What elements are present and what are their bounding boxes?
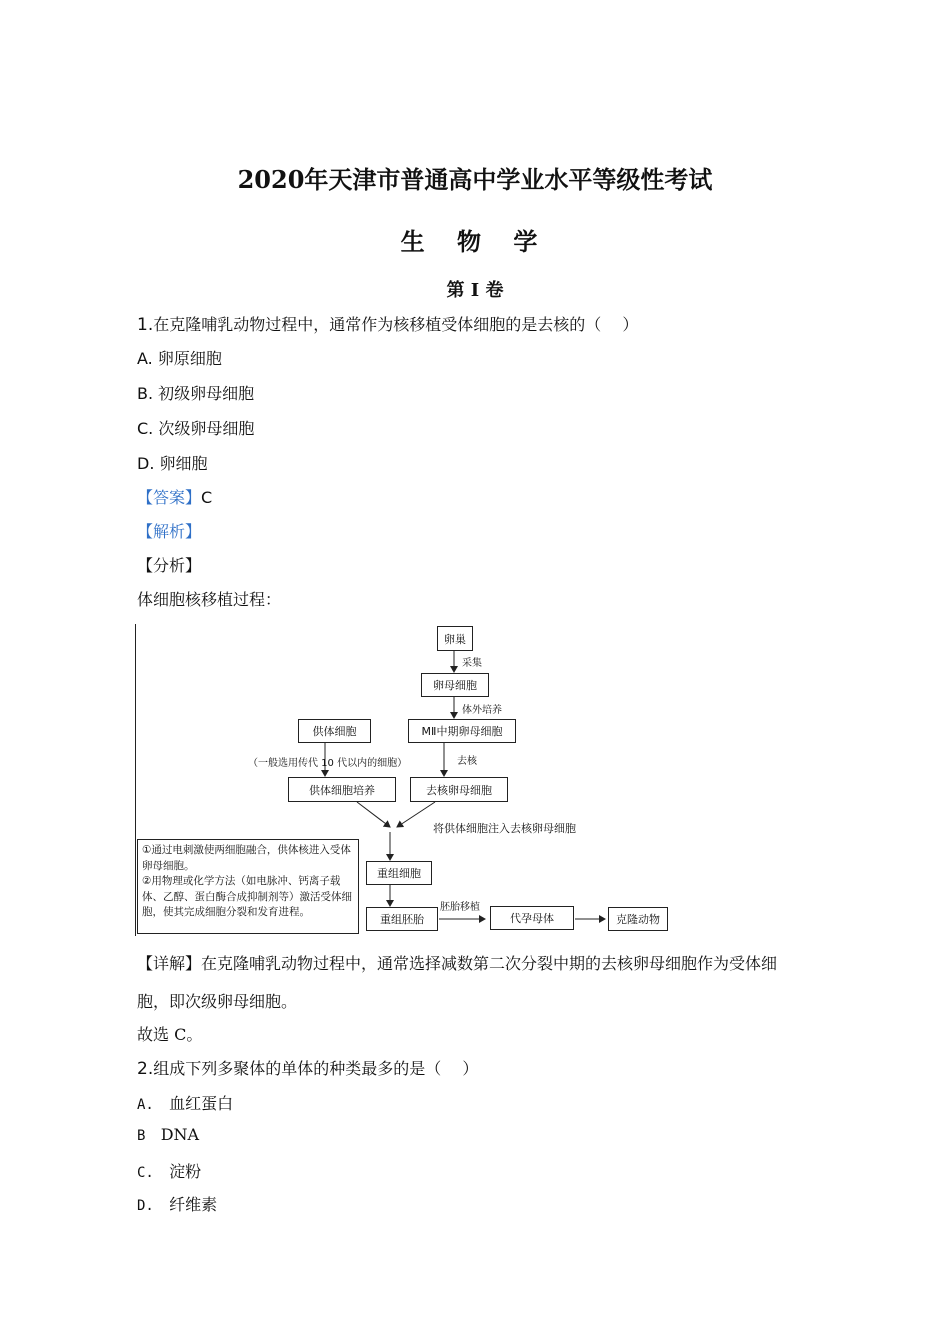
box-surrogate: 代孕母体 <box>490 906 574 930</box>
nuclear-transfer-diagram <box>135 622 695 938</box>
q1-number: 1. <box>137 315 154 335</box>
q1-stem-text: 在克隆哺乳动物过程中，通常作为核移植受体细胞的是去核的（ ） <box>153 315 639 334</box>
answer-value: C <box>201 488 213 507</box>
box-reconstructed-cell: 重组细胞 <box>366 861 432 885</box>
q1-option-a: A. 卵原细胞 <box>137 349 222 368</box>
detail-label: 【详解】 <box>137 954 202 973</box>
q2-stem <box>137 1056 478 1079</box>
fenxi-label: 【分析】 <box>137 556 202 575</box>
box-enucleated-oocyte: 去核卵母细胞 <box>410 777 508 802</box>
q1-detail <box>137 951 777 974</box>
q2-option-c: C. 淀粉 <box>137 1162 202 1181</box>
answer-label: 【答案】 <box>137 488 202 507</box>
process-intro: 体细胞核移植过程： <box>137 590 282 609</box>
q2-option-a: A. 血红蛋白 <box>137 1094 234 1113</box>
label-inject: 将供体细胞注入去核卵母细胞 <box>433 822 576 835</box>
detail-text-2: 胞，即次级卵母细胞。 <box>137 992 298 1011</box>
label-in-vitro: 体外培养 <box>462 705 502 716</box>
detail-text: 在克隆哺乳动物过程中，通常选择减数第二次分裂中期的去核卵母细胞作为受体细 <box>201 954 778 973</box>
q1-conclusion: 故选 C。 <box>137 1025 203 1044</box>
box-oocyte: 卵母细胞 <box>421 673 489 697</box>
q2-option-b: B DNA <box>137 1125 200 1144</box>
arrow-enucleated-merge <box>397 802 435 827</box>
q1-answer <box>137 485 212 508</box>
label-collect: 采集 <box>462 658 482 669</box>
q1-option-d: D. 卵细胞 <box>137 454 208 473</box>
note-line-2: ②用物理或化学方法（如电脉冲、钙离子载体、乙醇、蛋白酶合成抑制剂等）激活受体细胞，使其完成细胞分裂和发育进程。 <box>142 875 352 918</box>
box-cloned-animal: 克隆动物 <box>608 907 668 931</box>
q2-number: 2. <box>137 1059 154 1079</box>
volume-label: 第 I 卷 <box>446 280 504 301</box>
label-enucleate: 去核 <box>457 756 477 767</box>
box-donor-culture: 供体细胞培养 <box>288 777 396 802</box>
exam-title: 2020年天津市普通高中学业水平等级性考试 <box>237 165 713 194</box>
box-ovary: 卵巢 <box>437 626 473 651</box>
q1-stem <box>137 312 638 335</box>
label-transfer: 胚胎移植 <box>440 902 480 913</box>
subject-title: 生 物 学 <box>400 227 550 256</box>
arrow-culture-merge <box>357 802 390 827</box>
q2-stem-text: 组成下列多聚体的单体的种类最多的是（ ） <box>153 1059 479 1078</box>
box-mii-oocyte: MⅡ中期卵母细胞 <box>408 719 516 743</box>
note-line-1: ①通过电刺激使两细胞融合，供体核进入受体卵母细胞。 <box>142 844 351 872</box>
label-passage-note: （一般选用传代 10 代以内的细胞） <box>248 758 408 769</box>
q2-option-d: D. 纤维素 <box>137 1195 218 1214</box>
q1-option-c: C. 次级卵母细胞 <box>137 419 255 438</box>
q1-option-b: B. 初级卵母细胞 <box>137 384 255 403</box>
box-donor-cell: 供体细胞 <box>298 719 371 743</box>
box-reconstructed-embryo: 重组胚胎 <box>366 907 438 931</box>
diagram-note <box>137 839 359 934</box>
analysis-label: 【解析】 <box>137 522 202 541</box>
